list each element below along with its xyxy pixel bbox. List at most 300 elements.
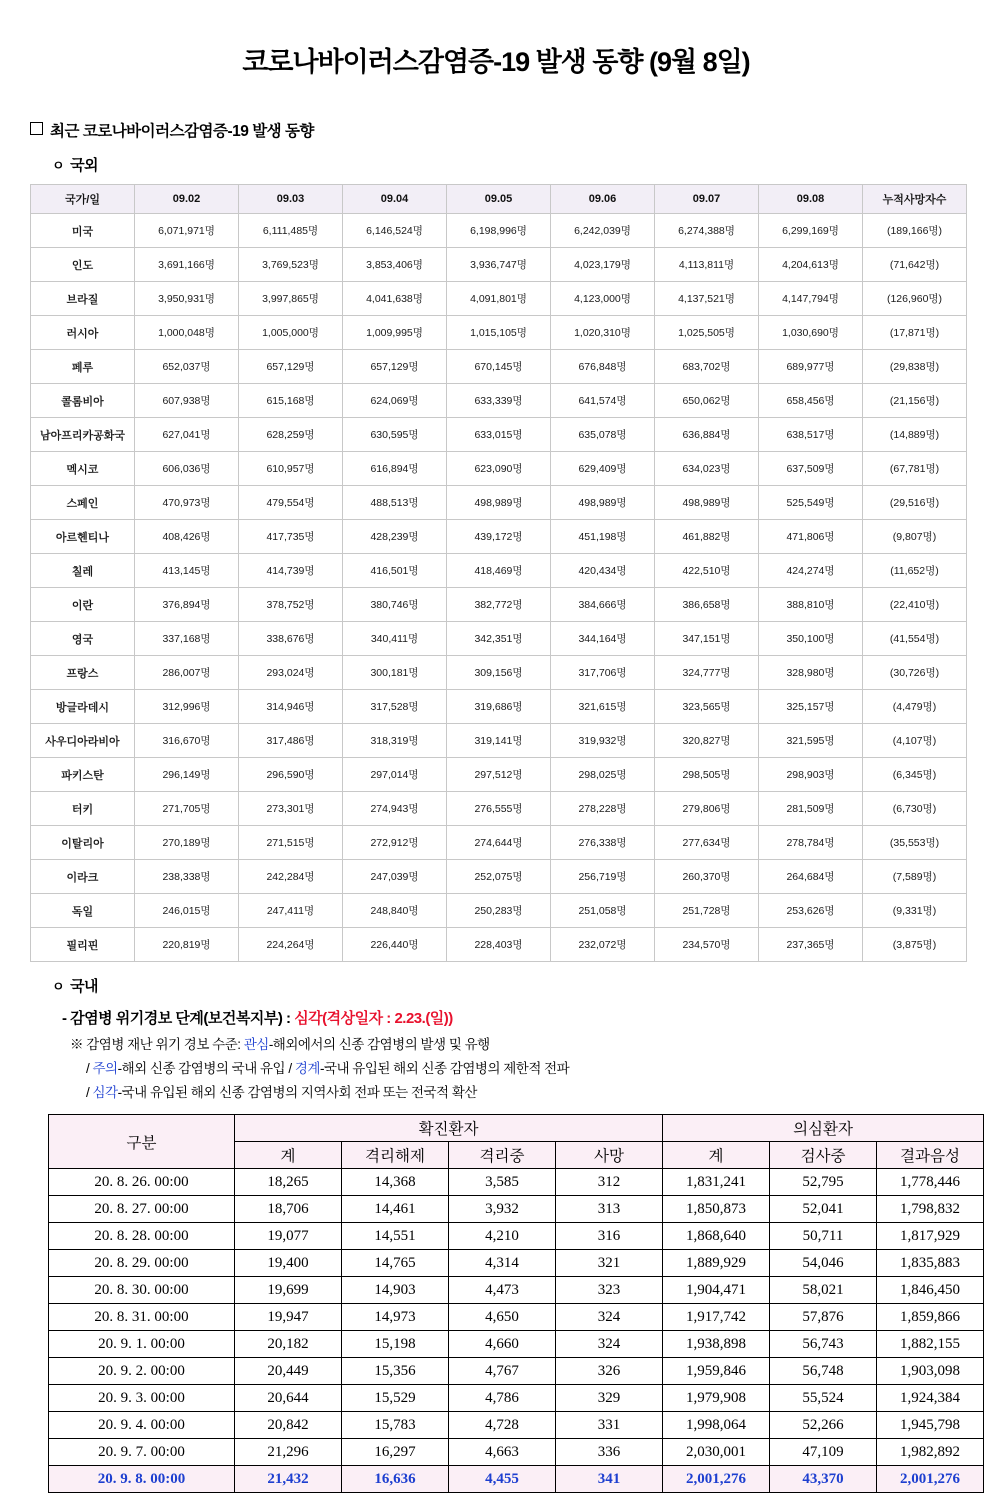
cell-value: 615,168명	[239, 384, 343, 418]
country-name: 멕시코	[31, 452, 135, 486]
table-row	[31, 928, 967, 962]
cell-value: 4,650	[449, 1304, 556, 1331]
cell-value: 414,739명	[239, 554, 343, 588]
cell-value: 328,980명	[759, 656, 863, 690]
cell-value: 1,903,098	[877, 1358, 984, 1385]
cell-value: (11,652명)	[863, 554, 967, 588]
cell-value: 276,555명	[447, 792, 551, 826]
note1-text: -해외에서의 신종 감염병의 발생 및 유행	[268, 1037, 490, 1052]
row-label: 20. 8. 26. 00:00	[49, 1169, 235, 1196]
cell-value: 273,301명	[239, 792, 343, 826]
cell-value: 439,172명	[447, 520, 551, 554]
overseas-subheading	[52, 154, 964, 175]
country-name: 사우디아라비아	[31, 724, 135, 758]
country-name: 파키스탄	[31, 758, 135, 792]
group-header-category: 구분	[49, 1115, 235, 1169]
cell-value: 3,585	[449, 1169, 556, 1196]
cell-value: 323	[556, 1277, 663, 1304]
table-row	[31, 758, 967, 792]
cell-value: 274,943명	[343, 792, 447, 826]
cell-value: 1,882,155	[877, 1331, 984, 1358]
page-title: 코로나바이러스감염증-19 발생 동향 (9월 8일)	[242, 47, 750, 77]
table-row	[49, 1169, 984, 1196]
cell-value: 331	[556, 1412, 663, 1439]
cell-value: 15,198	[342, 1331, 449, 1358]
cell-value: 4,728	[449, 1412, 556, 1439]
section-heading	[30, 119, 964, 141]
country-name: 터키	[31, 792, 135, 826]
cell-value: 270,189명	[135, 826, 239, 860]
cell-value: 624,069명	[343, 384, 447, 418]
country-name: 독일	[31, 894, 135, 928]
cell-value: 297,512명	[447, 758, 551, 792]
cell-value: (29,838명)	[863, 350, 967, 384]
row-label: 20. 8. 28. 00:00	[49, 1223, 235, 1250]
note3-prefix: /	[86, 1085, 93, 1100]
cell-value: 271,515명	[239, 826, 343, 860]
cell-value: 1,938,898	[663, 1331, 770, 1358]
note2-prefix: /	[86, 1061, 93, 1076]
cell-value: 300,181명	[343, 656, 447, 690]
cell-value: 248,840명	[343, 894, 447, 928]
cell-value: 376,894명	[135, 588, 239, 622]
cell-value: 338,676명	[239, 622, 343, 656]
cell-value: (4,107명)	[863, 724, 967, 758]
cell-value: 1,778,446	[877, 1169, 984, 1196]
table-row	[31, 826, 967, 860]
cell-value: 3,853,406명	[343, 248, 447, 282]
note1-keyword: 관심	[243, 1037, 269, 1052]
row-label: 20. 8. 31. 00:00	[49, 1304, 235, 1331]
note3-keyword: 심각	[92, 1085, 118, 1100]
cell-value: 689,977명	[759, 350, 863, 384]
cell-value: (30,726명)	[863, 656, 967, 690]
table-row	[31, 588, 967, 622]
cell-value: 422,510명	[655, 554, 759, 588]
cell-value: 251,058명	[551, 894, 655, 928]
cell-value: 629,409명	[551, 452, 655, 486]
table-row	[31, 316, 967, 350]
cell-value: 4,023,179명	[551, 248, 655, 282]
circle-bullet-icon: ㅇ	[52, 979, 65, 994]
cell-value: 461,882명	[655, 520, 759, 554]
table-row	[31, 622, 967, 656]
cell-value: 3,932	[449, 1196, 556, 1223]
cell-value: 637,509명	[759, 452, 863, 486]
cell-value: 1,924,384	[877, 1385, 984, 1412]
cell-value: 1,015,105명	[447, 316, 551, 350]
row-label: 20. 9. 1. 00:00	[49, 1331, 235, 1358]
cell-value: 271,705명	[135, 792, 239, 826]
cell-value: 19,077	[235, 1223, 342, 1250]
cell-value: 342,351명	[447, 622, 551, 656]
table-row	[31, 214, 967, 248]
cell-value: 19,699	[235, 1277, 342, 1304]
cell-value: 635,078명	[551, 418, 655, 452]
cell-value: 3,997,865명	[239, 282, 343, 316]
cell-value: 386,658명	[655, 588, 759, 622]
cell-value: 238,338명	[135, 860, 239, 894]
cell-value: 4,137,521명	[655, 282, 759, 316]
country-name: 이라크	[31, 860, 135, 894]
cell-value: 417,735명	[239, 520, 343, 554]
cell-value: 1,917,742	[663, 1304, 770, 1331]
cell-value: 325,157명	[759, 690, 863, 724]
cell-value: 319,932명	[551, 724, 655, 758]
cell-value: (41,554명)	[863, 622, 967, 656]
cell-value: 340,411명	[343, 622, 447, 656]
table-row	[31, 452, 967, 486]
cell-value: 636,884명	[655, 418, 759, 452]
cell-value: 606,036명	[135, 452, 239, 486]
table-row	[49, 1223, 984, 1250]
cell-value: 382,772명	[447, 588, 551, 622]
country-name: 콜롬비아	[31, 384, 135, 418]
country-name: 남아프리카공화국	[31, 418, 135, 452]
cell-value: 278,228명	[551, 792, 655, 826]
cell-value: 232,072명	[551, 928, 655, 962]
cell-value: 350,100명	[759, 622, 863, 656]
cell-value: 1,020,310명	[551, 316, 655, 350]
column-header: 09.02	[135, 185, 239, 214]
cell-value: 281,509명	[759, 792, 863, 826]
cell-value: 226,440명	[343, 928, 447, 962]
cell-value: (4,479명)	[863, 690, 967, 724]
cell-value: 634,023명	[655, 452, 759, 486]
cell-value: 317,486명	[239, 724, 343, 758]
cell-value: 413,145명	[135, 554, 239, 588]
cell-value: 479,554명	[239, 486, 343, 520]
cell-value: 56,748	[770, 1358, 877, 1385]
domestic-subheading	[52, 975, 964, 996]
column-header: 결과음성	[877, 1142, 984, 1169]
cell-value: (14,889명)	[863, 418, 967, 452]
cell-value: (22,410명)	[863, 588, 967, 622]
table-row	[31, 894, 967, 928]
cell-value: 19,400	[235, 1250, 342, 1277]
cell-value: 47,109	[770, 1439, 877, 1466]
cell-value: 298,505명	[655, 758, 759, 792]
cell-value: 1,831,241	[663, 1169, 770, 1196]
cell-value: 277,634명	[655, 826, 759, 860]
cell-value: 6,242,039명	[551, 214, 655, 248]
country-name: 이란	[31, 588, 135, 622]
note1-prefix: ※ 감염병 재난 위기 경보 수준:	[70, 1037, 244, 1052]
cell-value: 652,037명	[135, 350, 239, 384]
cell-value: 650,062명	[655, 384, 759, 418]
cell-value: 58,021	[770, 1277, 877, 1304]
table-row	[31, 554, 967, 588]
cell-value: 658,456명	[759, 384, 863, 418]
country-name: 영국	[31, 622, 135, 656]
cell-value: 607,938명	[135, 384, 239, 418]
cell-value: 296,149명	[135, 758, 239, 792]
cell-value: 384,666명	[551, 588, 655, 622]
table-row	[31, 248, 967, 282]
cell-value: 14,461	[342, 1196, 449, 1223]
alert-prefix: - 감염병 위기경보 단계(보건복지부) :	[62, 1010, 295, 1027]
cell-value: 14,765	[342, 1250, 449, 1277]
note-separator: /	[285, 1061, 295, 1076]
country-name: 아르헨티나	[31, 520, 135, 554]
country-name: 칠레	[31, 554, 135, 588]
cell-value: 3,936,747명	[447, 248, 551, 282]
cell-value: 424,274명	[759, 554, 863, 588]
cell-value: 1,025,505명	[655, 316, 759, 350]
country-name: 스페인	[31, 486, 135, 520]
cell-value: 525,549명	[759, 486, 863, 520]
cell-value: 1,945,798	[877, 1412, 984, 1439]
cell-value: 6,299,169명	[759, 214, 863, 248]
cell-value: 312	[556, 1169, 663, 1196]
cell-value: 297,014명	[343, 758, 447, 792]
cell-value: (9,331명)	[863, 894, 967, 928]
cell-value: 4,767	[449, 1358, 556, 1385]
cell-value: 4,113,811명	[655, 248, 759, 282]
column-header: 검사중	[770, 1142, 877, 1169]
cell-value: 50,711	[770, 1223, 877, 1250]
column-header: 격리중	[449, 1142, 556, 1169]
domestic-cases-table	[48, 1114, 984, 1493]
cell-value: 14,973	[342, 1304, 449, 1331]
cell-value: (7,589명)	[863, 860, 967, 894]
cell-value: 4,660	[449, 1331, 556, 1358]
cell-value: 6,111,485명	[239, 214, 343, 248]
cell-value: 4,147,794명	[759, 282, 863, 316]
cell-value: 1,030,690명	[759, 316, 863, 350]
cell-value: 21,432	[235, 1466, 342, 1493]
cell-value: 6,146,524명	[343, 214, 447, 248]
world-cases-table	[30, 184, 967, 962]
domestic-label: 국내	[70, 978, 99, 995]
cell-value: 14,903	[342, 1277, 449, 1304]
cell-value: (9,807명)	[863, 520, 967, 554]
table-row	[49, 1412, 984, 1439]
cell-value: 1,979,908	[663, 1385, 770, 1412]
cell-value: 52,795	[770, 1169, 877, 1196]
cell-value: 1,904,471	[663, 1277, 770, 1304]
cell-value: 3,691,166명	[135, 248, 239, 282]
cell-value: 321,615명	[551, 690, 655, 724]
cell-value: (17,871명)	[863, 316, 967, 350]
cell-value: 657,129명	[343, 350, 447, 384]
cell-value: 428,239명	[343, 520, 447, 554]
cell-value: 15,356	[342, 1358, 449, 1385]
cell-value: 319,686명	[447, 690, 551, 724]
cell-value: 420,434명	[551, 554, 655, 588]
cell-value: 1,798,832	[877, 1196, 984, 1223]
cell-value: 498,989명	[551, 486, 655, 520]
cell-value: 388,810명	[759, 588, 863, 622]
cell-value: (189,166명)	[863, 214, 967, 248]
table-row	[49, 1385, 984, 1412]
table-row	[49, 1196, 984, 1223]
cell-value: 274,644명	[447, 826, 551, 860]
cell-value: 250,283명	[447, 894, 551, 928]
cell-value: (6,730명)	[863, 792, 967, 826]
cell-value: 4,204,613명	[759, 248, 863, 282]
circle-bullet-icon: ㅇ	[52, 158, 65, 173]
cell-value: 6,274,388명	[655, 214, 759, 248]
cell-value: 264,684명	[759, 860, 863, 894]
cell-value: 313	[556, 1196, 663, 1223]
alert-value: 심각(격상일자 : 2.23.(일))	[294, 1010, 453, 1027]
cell-value: 242,284명	[239, 860, 343, 894]
column-header: 09.08	[759, 185, 863, 214]
table-row	[31, 486, 967, 520]
cell-value: 317,706명	[551, 656, 655, 690]
cell-value: 341	[556, 1466, 663, 1493]
cell-value: 52,041	[770, 1196, 877, 1223]
cell-value: 4,210	[449, 1223, 556, 1250]
cell-value: 471,806명	[759, 520, 863, 554]
checkbox-icon	[30, 122, 43, 135]
cell-value: 1,959,846	[663, 1358, 770, 1385]
cell-value: 57,876	[770, 1304, 877, 1331]
cell-value: 488,513명	[343, 486, 447, 520]
table-row	[49, 1277, 984, 1304]
table-row	[49, 1331, 984, 1358]
cell-value: (67,781명)	[863, 452, 967, 486]
table-row	[49, 1304, 984, 1331]
country-name: 러시아	[31, 316, 135, 350]
cell-value: 20,182	[235, 1331, 342, 1358]
cell-value: 2,001,276	[663, 1466, 770, 1493]
cell-value: 4,663	[449, 1439, 556, 1466]
cell-value: 321	[556, 1250, 663, 1277]
cell-value: 276,338명	[551, 826, 655, 860]
cell-value: 298,903명	[759, 758, 863, 792]
cell-value: 347,151명	[655, 622, 759, 656]
cell-value: 4,091,801명	[447, 282, 551, 316]
cell-value: 253,626명	[759, 894, 863, 928]
cell-value: (3,875명)	[863, 928, 967, 962]
cell-value: 251,728명	[655, 894, 759, 928]
table-group-header-row	[49, 1115, 984, 1142]
cell-value: 318,319명	[343, 724, 447, 758]
cell-value: 18,265	[235, 1169, 342, 1196]
cell-value: 418,469명	[447, 554, 551, 588]
country-name: 이탈리아	[31, 826, 135, 860]
country-name: 프랑스	[31, 656, 135, 690]
cell-value: 20,644	[235, 1385, 342, 1412]
cell-value: 1,846,450	[877, 1277, 984, 1304]
country-name: 미국	[31, 214, 135, 248]
cell-value: 4,314	[449, 1250, 556, 1277]
cell-value: 246,015명	[135, 894, 239, 928]
cell-value: 15,529	[342, 1385, 449, 1412]
column-header: 누적사망자수	[863, 185, 967, 214]
cell-value: 228,403명	[447, 928, 551, 962]
cell-value: 319,141명	[447, 724, 551, 758]
cell-value: 260,370명	[655, 860, 759, 894]
cell-value: 451,198명	[551, 520, 655, 554]
cell-value: 312,996명	[135, 690, 239, 724]
table-row	[31, 690, 967, 724]
table-row	[49, 1439, 984, 1466]
cell-value: 1,982,892	[877, 1439, 984, 1466]
cell-value: (126,960명)	[863, 282, 967, 316]
cell-value: 252,075명	[447, 860, 551, 894]
cell-value: 296,590명	[239, 758, 343, 792]
cell-value: 616,894명	[343, 452, 447, 486]
cell-value: 15,783	[342, 1412, 449, 1439]
cell-value: 657,129명	[239, 350, 343, 384]
cell-value: 627,041명	[135, 418, 239, 452]
cell-value: 610,957명	[239, 452, 343, 486]
column-header: 09.05	[447, 185, 551, 214]
cell-value: 278,784명	[759, 826, 863, 860]
cell-value: 16,297	[342, 1439, 449, 1466]
cell-value: 20,449	[235, 1358, 342, 1385]
cell-value: 298,025명	[551, 758, 655, 792]
cell-value: 628,259명	[239, 418, 343, 452]
table-row	[31, 418, 967, 452]
row-label: 20. 8. 30. 00:00	[49, 1277, 235, 1304]
cell-value: 326	[556, 1358, 663, 1385]
cell-value: 316,670명	[135, 724, 239, 758]
cell-value: 670,145명	[447, 350, 551, 384]
cell-value: (21,156명)	[863, 384, 967, 418]
cell-value: 1,868,640	[663, 1223, 770, 1250]
cell-value: 317,528명	[343, 690, 447, 724]
cell-value: 234,570명	[655, 928, 759, 962]
section-heading-label: 최근 코로나바이러스감염증-19 발생 동향	[50, 123, 314, 140]
cell-value: 321,595명	[759, 724, 863, 758]
table-row	[31, 860, 967, 894]
note3-text: -국내 유입된 해외 신종 감염병의 지역사회 전파 또는 전국적 확산	[117, 1085, 477, 1100]
cell-value: 279,806명	[655, 792, 759, 826]
country-name: 브라질	[31, 282, 135, 316]
table-row	[31, 350, 967, 384]
cell-value: 641,574명	[551, 384, 655, 418]
cell-value: 470,973명	[135, 486, 239, 520]
cell-value: 344,164명	[551, 622, 655, 656]
cell-value: 1,000,048명	[135, 316, 239, 350]
cell-value: 378,752명	[239, 588, 343, 622]
cell-value: 286,007명	[135, 656, 239, 690]
country-name: 필리핀	[31, 928, 135, 962]
cell-value: 2,001,276	[877, 1466, 984, 1493]
cell-value: 52,266	[770, 1412, 877, 1439]
cell-value: 1,835,883	[877, 1250, 984, 1277]
cell-value: 498,989명	[447, 486, 551, 520]
cell-value: 1,005,000명	[239, 316, 343, 350]
cell-value: 1,817,929	[877, 1223, 984, 1250]
table-row	[31, 384, 967, 418]
table-row	[49, 1250, 984, 1277]
cell-value: 20,842	[235, 1412, 342, 1439]
column-header: 계	[235, 1142, 342, 1169]
table-row	[31, 792, 967, 826]
table-row	[49, 1466, 984, 1493]
cell-value: 1,998,064	[663, 1412, 770, 1439]
cell-value: 3,769,523명	[239, 248, 343, 282]
note2-text-1: -해외 신종 감염병의 국내 유입	[117, 1061, 286, 1076]
cell-value: (6,345명)	[863, 758, 967, 792]
cell-value: 55,524	[770, 1385, 877, 1412]
column-header: 계	[663, 1142, 770, 1169]
column-header: 09.06	[551, 185, 655, 214]
column-header: 09.04	[343, 185, 447, 214]
cell-value: 220,819명	[135, 928, 239, 962]
note2-keyword-1: 주의	[92, 1061, 118, 1076]
row-label: 20. 8. 27. 00:00	[49, 1196, 235, 1223]
row-label: 20. 9. 2. 00:00	[49, 1358, 235, 1385]
cell-value: 4,786	[449, 1385, 556, 1412]
cell-value: 324,777명	[655, 656, 759, 690]
cell-value: 633,339명	[447, 384, 551, 418]
